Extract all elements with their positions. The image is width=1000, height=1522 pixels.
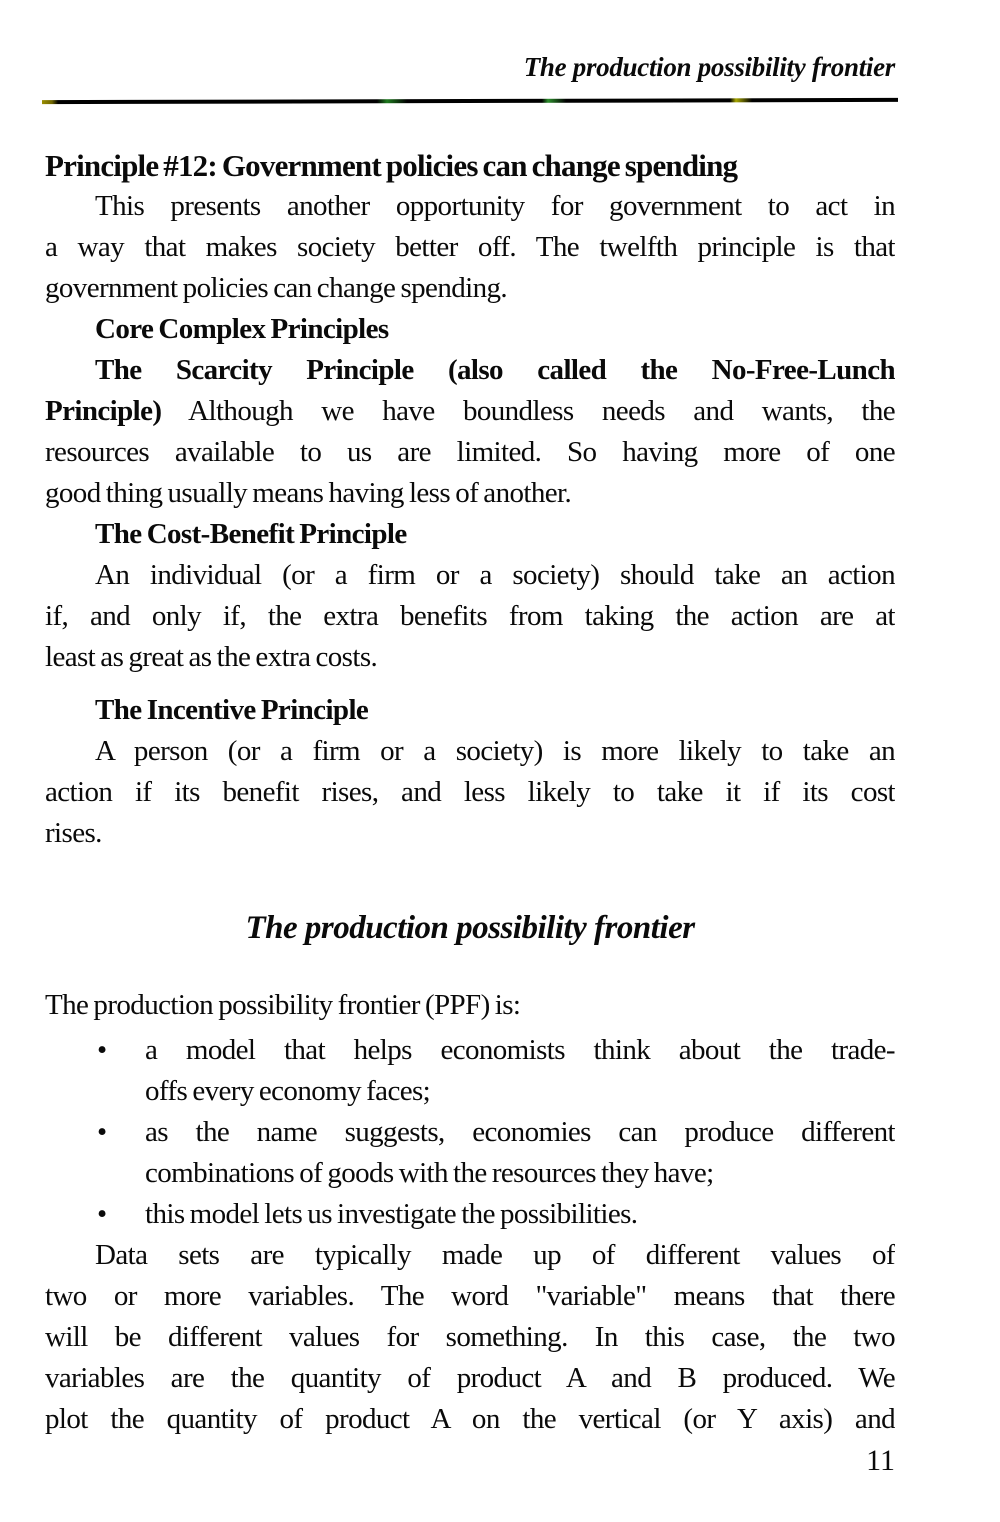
- paragraph-line: action if its benefit rises, and less likely to take it if its cost: [45, 776, 895, 808]
- bold-text: Principle): [45, 395, 162, 427]
- paragraph-line: two or more variables. The word "variable" means that there: [45, 1280, 895, 1312]
- subheading-core-complex: Core Complex Principles: [95, 313, 389, 345]
- page-content: [45, 0, 895, 1481]
- bullet-icon: •: [97, 1034, 107, 1066]
- paragraph-line: The production possibility frontier (PPF) is:: [45, 989, 521, 1021]
- paragraph-line: The Scarcity Principle (also called the No-Free-Lunch: [95, 354, 895, 386]
- bullet-text: this model lets us investigate the possibilities.: [145, 1198, 638, 1230]
- bullet-icon: •: [97, 1198, 107, 1230]
- paragraph-line: An individual (or a firm or a society) should take an action: [95, 559, 895, 591]
- bullet-text: as the name suggests, economies can produce different: [145, 1116, 895, 1148]
- list-item: [45, 1194, 895, 1235]
- paragraph-line: government policies can change spending.: [45, 272, 508, 304]
- divider-rule: [42, 98, 898, 104]
- list-item: [45, 1112, 895, 1153]
- paragraph-line: plot the quantity of product A on the vertical (or Y axis) and: [45, 1403, 895, 1435]
- paragraph-line: A person (or a firm or a society) is more likely to take an: [95, 735, 895, 767]
- paragraph-line: will be different values for something. In this case, the two: [45, 1321, 895, 1353]
- paragraph-line: Data sets are typically made up of different values of: [95, 1239, 895, 1271]
- bullet-icon: •: [97, 1116, 107, 1148]
- paragraph-line: variables are the quantity of product A and B produced. We: [45, 1362, 895, 1394]
- chapter-heading: Principle #12: Government policies can change spending: [45, 148, 738, 183]
- paragraph-line: This presents another opportunity for government to act in: [95, 190, 895, 222]
- paragraph-line: good thing usually means having less of another.: [45, 477, 572, 509]
- bullet-text: a model that helps economists think about the trade-: [145, 1034, 895, 1066]
- paragraph-line: if, and only if, the extra benefits from taking the action are at: [45, 600, 895, 632]
- paragraph-line: resources available to us are limited. So having more of one: [45, 436, 895, 468]
- paragraph-line: rises.: [45, 817, 102, 849]
- running-header: The production possibility frontier: [523, 52, 895, 82]
- page-number: 11: [866, 1444, 895, 1477]
- subheading-cost-benefit: The Cost-Benefit Principle: [95, 518, 407, 550]
- paragraph-line: a way that makes society better off. The twelfth principle is that: [45, 231, 895, 263]
- list-item-continuation: combinations of goods with the resources they have;: [145, 1157, 714, 1189]
- paragraph-line: least as great as the extra costs.: [45, 641, 378, 673]
- list-item: [45, 1030, 895, 1071]
- bullet-list: [45, 1030, 895, 1235]
- subheading-incentive: The Incentive Principle: [95, 694, 369, 726]
- section-heading: The production possibility frontier: [245, 910, 695, 946]
- list-item-continuation: offs every economy faces;: [145, 1075, 431, 1107]
- paragraph-text: Although we have boundless needs and wants, the: [161, 395, 895, 427]
- paragraph-line: [45, 391, 895, 432]
